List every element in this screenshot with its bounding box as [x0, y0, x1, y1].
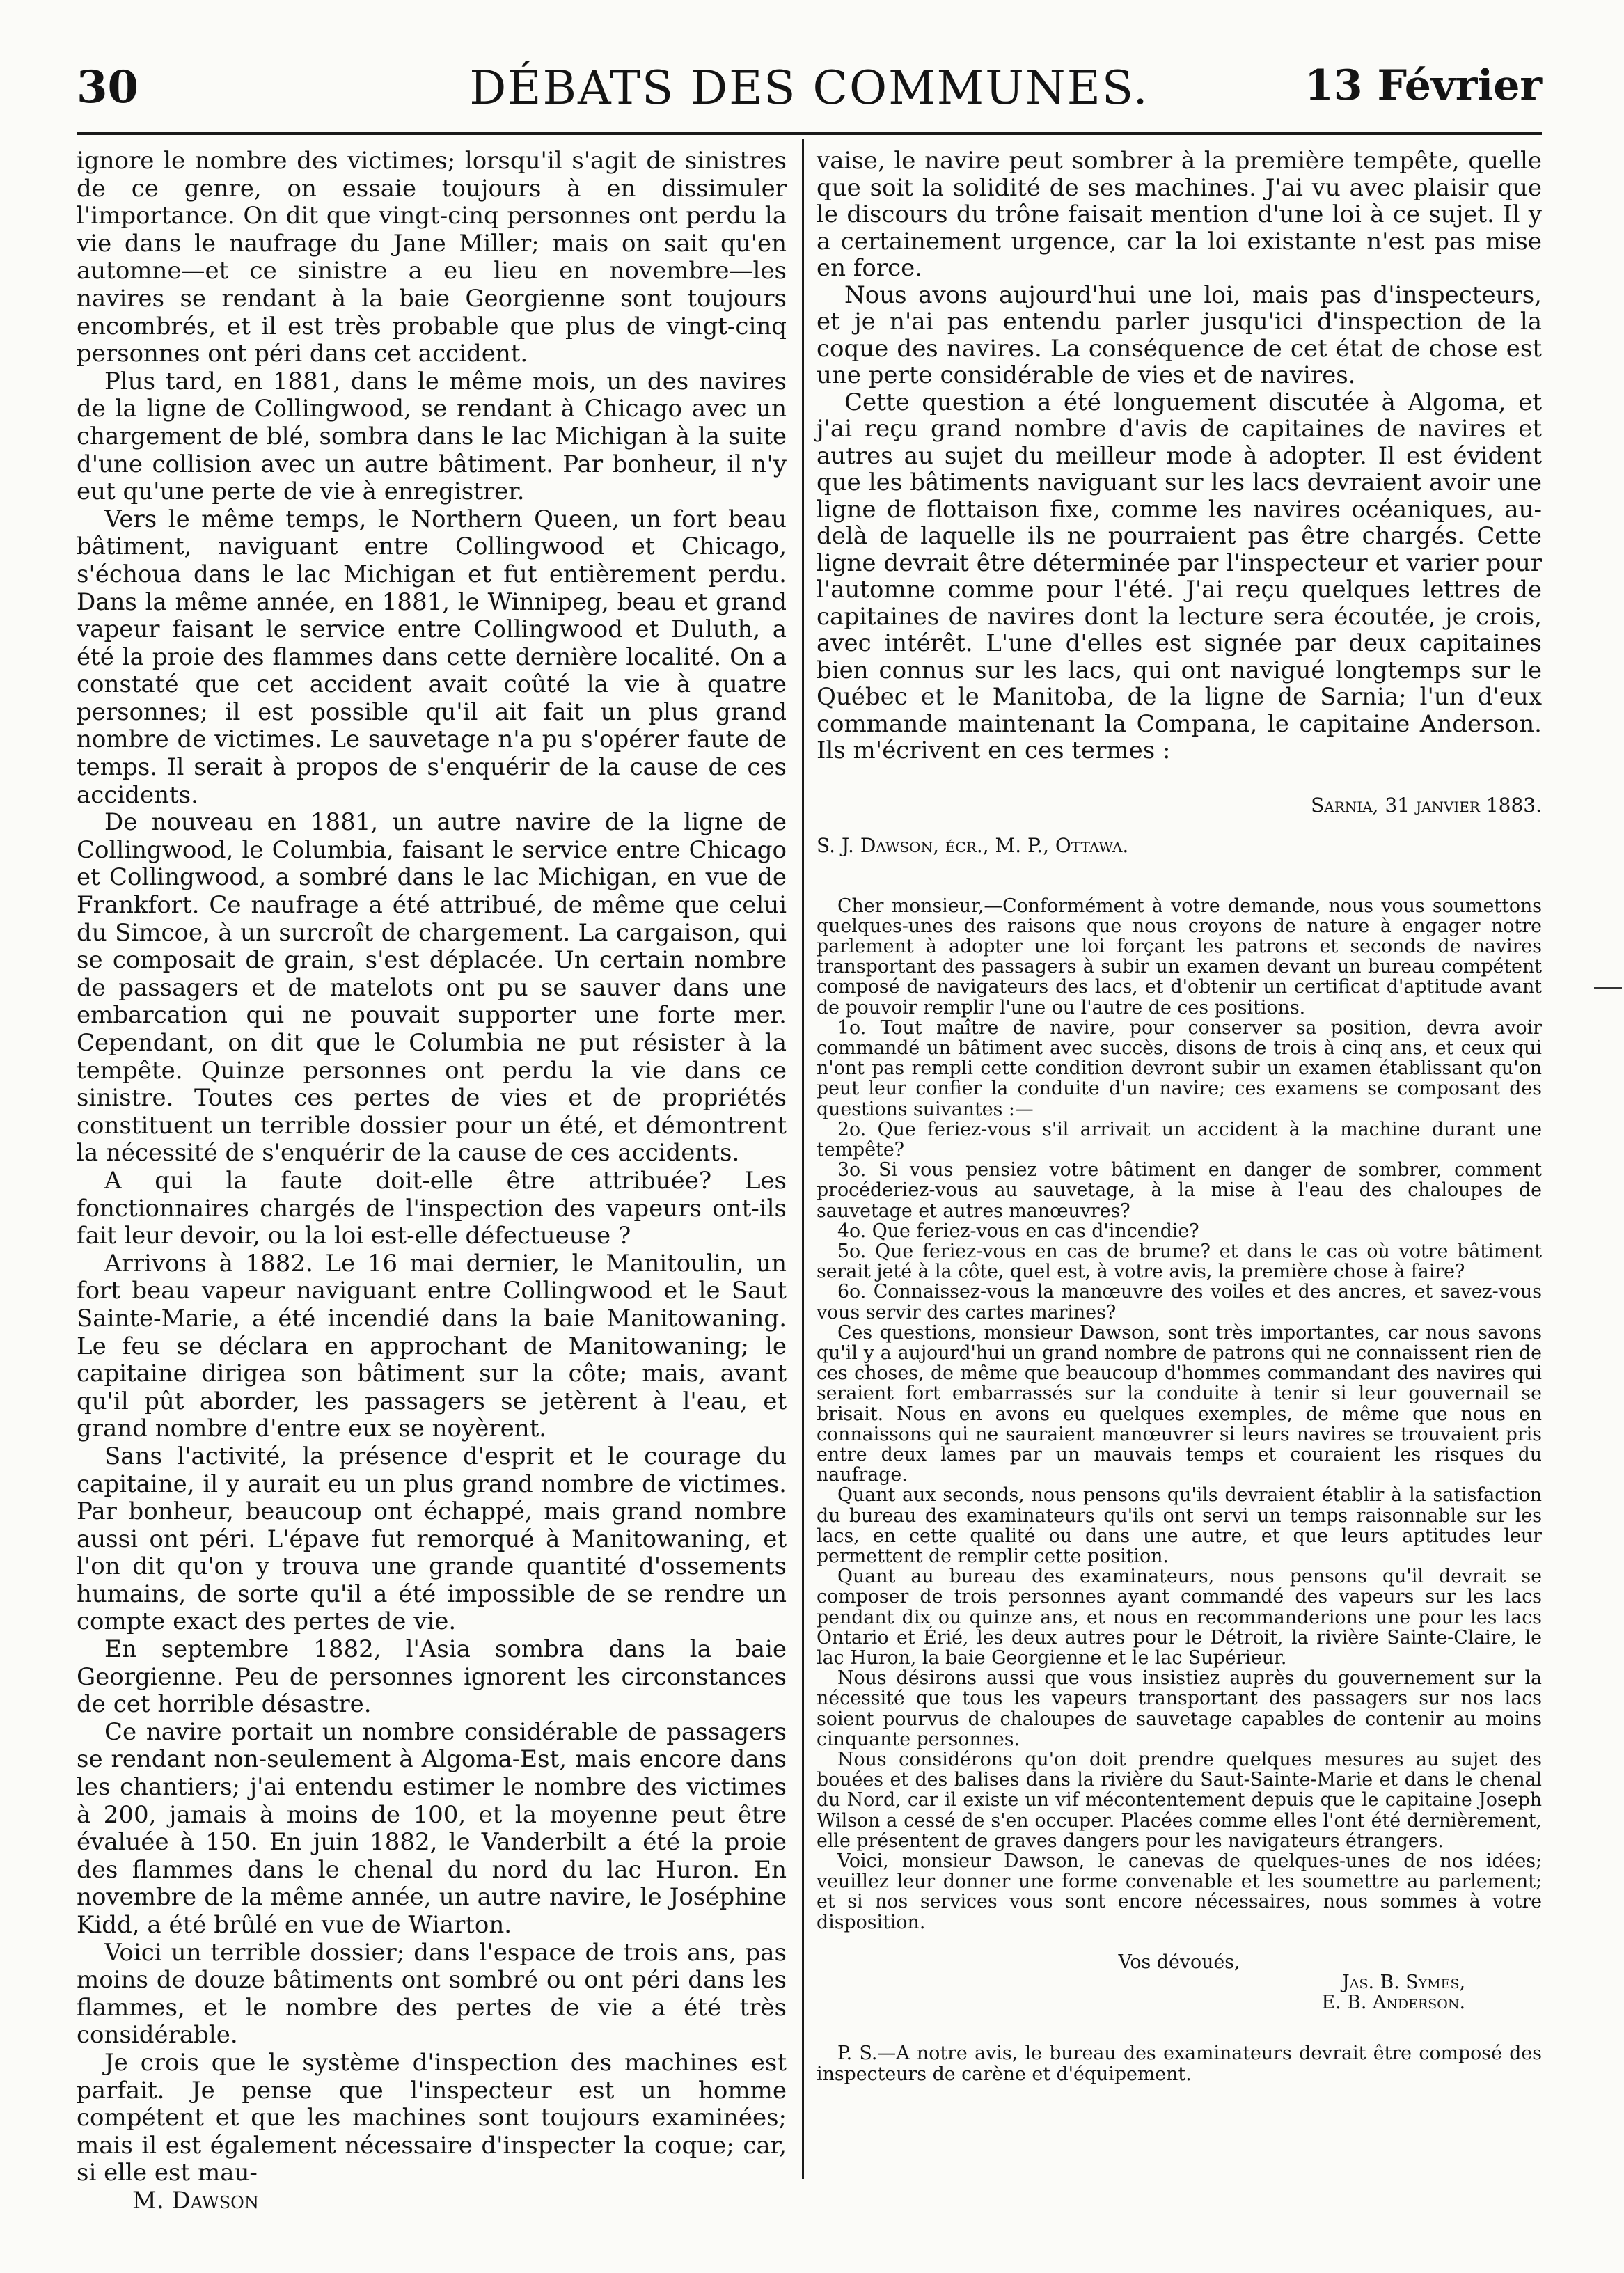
paragraph: ignore le nombre des victimes; lorsqu'il s'agit de sinistres de ce genre, on essaie toujours à en dissimuler l'importance. On dit que vingt-cinq personnes ont perdu la vie dans le naufrage du Jane Miller; mais on sait qu'en automne—et ce sinistre a eu lieu en novembre—les navires se rendant à la baie Georgienne sont toujours encombrés, et il est très probable que plus de vingt-cinq personnes ont péri dans cet accident. — [77, 147, 787, 368]
letter-paragraph: Ces questions, monsieur Dawson, sont très importantes, car nous savons qu'il y a aujourd'hui un grand nombre de patrons qui ne connaissent rien de ces choses, de même que beaucoup d'hommes commandant des navires qui seraient fort embarrassés sur la conduite à tenir si leur gouvernail se brisait. Nous en avons eu quelques exemples, de même que nous en connaissons qui ne sauraient manœuvrer si leurs navires se trouvaient pris entre deux lames par un mauvais temps et couraient les risques du naufrage. — [817, 1321, 1542, 1486]
paragraph: Sans l'activité, la présence d'esprit et le courage du capitaine, il y aurait eu un plus grand nombre de victimes. Par bonheur, beaucoup ont échappé, mais grand nombre aussi ont péri. L'épave fut remorqué à Manitowaning, et l'on dit qu'on y trouva une grande quantité d'ossements humains, de sorte qu'il a été impossible de se rendre un compte exact des pertes de vie. — [77, 1442, 787, 1636]
letter-paragraph: Voici, monsieur Dawson, le canevas de quelques-unes de nos idées; veuillez leur donner une forme convenable et les soumettre au parlement; et si nos services vous sont encore nécessaires, nous sommes à votre disposition. — [817, 1850, 1542, 1933]
letter-paragraph: 3o. Si vous pensiez votre bâtiment en danger de sombrer, comment procéderiez-vous au sauvetage, à la mise à l'eau des chaloupes de sauvetage et autres manœuvres? — [817, 1159, 1542, 1222]
paragraph: En septembre 1882, l'Asia sombra dans la baie Georgienne. Peu de personnes ignorent les circonstances de cet horrible désastre. — [77, 1635, 787, 1719]
paragraph: Arrivons à 1882. Le 16 mai dernier, le Manitoulin, un fort beau vapeur naviguant entre Collingwood et le Saut Sainte-Marie, a été incendié dans la baie Manitowaning. Le feu se déclara en approchant de Manitowaning; le capitaine dirigea son bâtiment sur la côte; mais, avant qu'il pût aborder, les passagers se jetèrent à l'eau, et grand nombre d'entre eux se noyèrent. — [77, 1249, 787, 1443]
margin-mark — [1594, 987, 1622, 989]
letter-paragraph: 2o. Que feriez-vous s'il arrivait un accident à la machine durant une tempête? — [817, 1118, 1542, 1161]
letter-address: S. J. Dawson, écr., M. P., Ottawa. — [817, 834, 1129, 857]
letter-body — [817, 896, 1542, 2084]
paragraph: Cette question a été longuement discutée à Algoma, et j'ai reçu grand nombre d'avis de capitaines de navires et autres au sujet du meilleur mode à adopter. Il est évident que les bâtiments naviguant sur les lacs devraient avoir une ligne de flottaison fixe, comme les navires océaniques, au-delà de laquelle ils ne pourraient pas être chargés. Cette ligne devrait être déterminée par l'inspecteur et varier pour l'automne comme pour l'été. J'ai reçu quelques lettres de capitaines de navires dont la lecture sera écoutée, je crois, avec intérêt. L'une d'elles est signée par deux capitaines bien connus sur les lacs, qui ont navigué longtemps sur le Québec et le Manitoba, de la ligne de Sarnia; l'un d'eux commande maintenant la Compana, le capitaine Anderson. Ils m'écrivent en ces termes : — [817, 388, 1542, 764]
header-rule — [77, 132, 1542, 135]
paragraph: Voici un terrible dossier; dans l'espace de trois ans, pas moins de douze bâtiments ont sombré ou ont péri dans les flammes, et le nombre des pertes de vie a été très considérable. — [77, 1938, 787, 2050]
letter-paragraph: Nous désirons aussi que vous insistiez auprès du gouvernement sur la nécessité que tous les vapeurs transportant des passagers sur nos lacs soient pourvus de chaloupes de sauvetage capables de contenir au moins cinquante personnes. — [817, 1667, 1542, 1750]
letter-paragraph: Quant au bureau des examinateurs, nous pensons qu'il devrait se composer de trois personnes ayant commandé des vapeurs sur les lacs pendant dix ou quinze ans, et nous en recommanderions une pour les lacs Ontario et Érié, les deux autres pour le Détroit, la rivière Sainte-Claire, le lac Huron, la baie Georgienne et le lac Supérieur. — [817, 1566, 1542, 1669]
left-column — [77, 147, 787, 2215]
letter-closing: Vos dévoués, — [1118, 1951, 1240, 1973]
paragraph: Ce navire portait un nombre considérable de passagers se rendant non-seulement à Algoma-Est, mais encore dans les chantiers; j'ai entendu estimer le nombre des victimes à 200, jamais à moins de 100, et la moyenne peut être évaluée à 150. En juin 1882, le Vanderbilt a été la proie des flammes dans le chenal du nord du lac Huron. En novembre de la même année, un autre navire, le Joséphine Kidd, a été brûlé en vue de Wiarton. — [77, 1717, 787, 1939]
paragraph: Nous avons aujourd'hui une loi, mais pas d'inspecteurs, et je n'ai pas entendu parler jusqu'ici d'inspection de la coque des navires. La conséquence de cet état de chose est une perte considérable de vies et de navires. — [817, 281, 1542, 389]
letter-paragraph: 5o. Que feriez-vous en cas de brume? et dans le cas où votre bâtiment serait jeté à la côte, quel est, à votre avis, la première chose à faire? — [817, 1240, 1542, 1283]
letter-paragraph: 6o. Connaissez-vous la manœuvre des voiles et des ancres, et savez-vous vous servir des cartes marines? — [817, 1281, 1542, 1323]
letter-paragraph: 4o. Que feriez-vous en cas d'incendie? — [837, 1220, 1199, 1242]
paragraph: Plus tard, en 1881, dans le même mois, un des navires de la ligne de Collingwood, se rendant à Chicago avec un chargement de blé, sombra dans le lac Michigan à la suite d'une collision avec un autre bâtiment. Par bonheur, il n'y eut qu'une perte de vie à enregistrer. — [77, 367, 787, 506]
letter-paragraph: Quant aux seconds, nous pensons qu'ils devraient établir à la satisfaction du bureau des examinateurs qu'ils ont servi un temps raisonnable sur les lacs, en cette qualité ou dans une autre, et que leurs aptitudes leur permettent de remplir cette position. — [817, 1484, 1542, 1567]
page-header — [77, 61, 1542, 124]
paragraph: Je crois que le système d'inspection des machines est parfait. Je pense que l'inspecteur est un homme compétent et que les machines sont toujours examinées; mais il est également nécessaire d'inspecter la coque; car, si elle est mau- — [77, 2048, 787, 2187]
letter-paragraph: Nous considérons qu'on doit prendre quelques mesures au sujet des bouées et des balises dans la rivière du Saut-Sainte-Marie et dans le chenal du Nord, car il existe un vif mécontentement depuis que le capitaine Joseph Wilson a cessé de s'en occuper. Placées comme elles l'ont été dernièrement, elle présentent de graves dangers pour les navigateurs étrangers. — [817, 1749, 1542, 1852]
right-column — [817, 148, 1542, 2166]
speaker-name: M. Dawson — [132, 2186, 259, 2215]
signature: Jas. B. Symes, — [1341, 1972, 1465, 1994]
letter-date: Sarnia, 31 janvier 1883. — [1311, 793, 1542, 817]
paragraph: Vers le même temps, le Northern Queen, un fort beau bâtiment, naviguant entre Collingwood et Chicago, s'échoua dans le lac Michigan et fut entièrement perdu. Dans la même année, en 1881, le Winnipeg, beau et grand vapeur faisant le service entre Collingwood et Duluth, a été la proie des flammes dans cette dernière localité. On a constaté que cet accident avait coûté la vie à quatre personnes; il est possible qu'il ait fait un plus grand nombre de victimes. Le sauvetage n'a pu s'opérer faute de temps. Il serait à propos de s'enquérir de la cause de ces accidents. — [77, 505, 787, 809]
letter-paragraph: Cher monsieur,—Conformément à votre demande, nous vous soumettons quelques-unes des raisons que nous croyons de nature à engager notre parlement à adopter une loi forçant les patrons et seconds de navires transportant des passagers à subir un examen devant un bureau compétent composé de navigateurs des lacs, et d'obtenir un certificat d'aptitude avant de pouvoir remplir l'une ou l'autre de ces positions. — [817, 895, 1542, 1018]
column-divider — [802, 139, 804, 2179]
page-title: DÉBATS DES COMMUNES. — [469, 61, 1149, 115]
page-date: 13 Février — [1304, 61, 1542, 110]
paragraph: A qui la faute doit-elle être attribuée? Les fonctionnaires chargés de l'inspection des vapeurs ont-ils fait leur devoir, ou la loi est-elle défectueuse ? — [77, 1166, 787, 1250]
letter-paragraph: 1o. Tout maître de navire, pour conserver sa position, devra avoir commandé un bâtiment avec succès, disons de trois à cinq ans, et ceux qui n'ont pas rempli cette condition devront subir un examen établissant qu'on peut leur confier la conduite d'un navire; ces examens se composant des questions suivantes :— — [817, 1016, 1542, 1120]
postscript: P. S.—A notre avis, le bureau des examinateurs devrait être composé des inspecteurs de carène et d'équipement. — [817, 2043, 1542, 2085]
page-number: 30 — [77, 61, 139, 113]
paragraph: De nouveau en 1881, un autre navire de la ligne de Collingwood, le Columbia, faisant le service entre Chicago et Collingwood, a sombré dans le lac Michigan, en vue de Frankfort. Ce naufrage a été attribué, de même que celui du Simcoe, à un surcroît de chargement. La cargaison, qui se composait de grain, s'est déplacée. Un certain nombre de passagers et de matelots ont pu se sauver dans une embarcation qui ne pouvait supporter une forte mer. Cependant, on dit que le Columbia ne put résister à la tempête. Quinze personnes ont perdu la vie dans ce sinistre. Toutes ces pertes de vies et de propriétés constituent un terrible dossier pour un été, et démontrent la nécessité de s'enquérir de la cause de ces accidents. — [77, 808, 787, 1167]
signature: E. B. Anderson. — [1321, 1992, 1465, 2014]
paragraph: vaise, le navire peut sombrer à la première tempête, quelle que soit la solidité de ses machines. J'ai vu avec plaisir que le discours du trône faisait mention d'une loi à ce sujet. Il y a certainement urgence, car la loi existante n'est pas mise en force. — [817, 147, 1542, 282]
